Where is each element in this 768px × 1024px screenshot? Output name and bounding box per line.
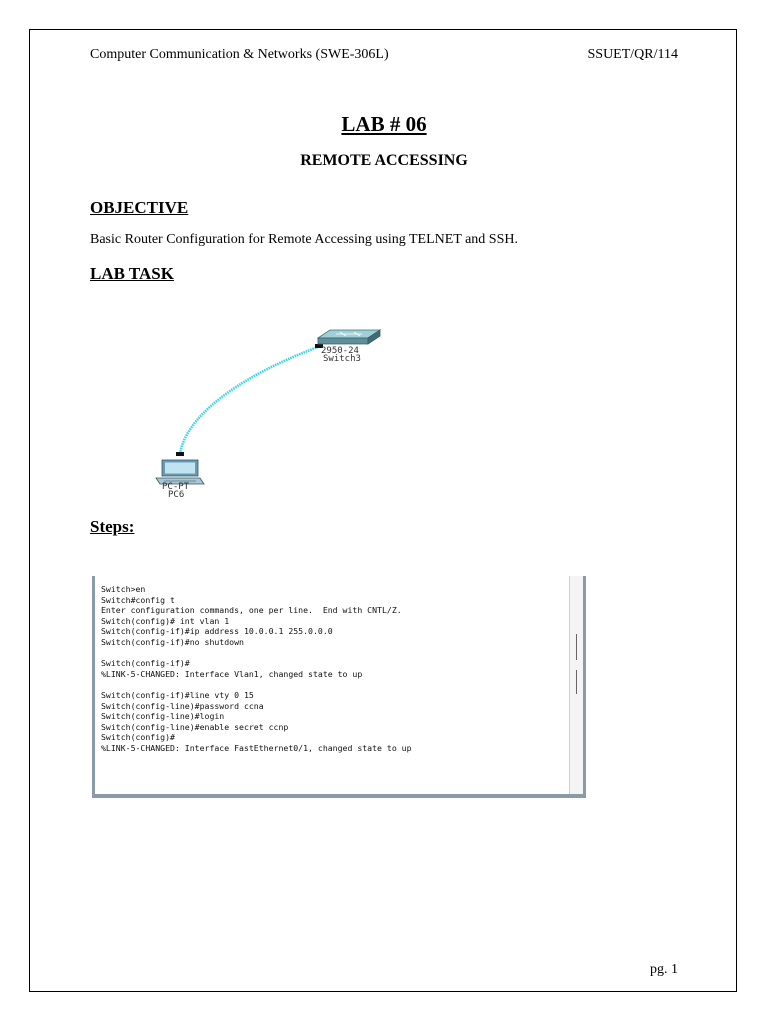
pc-icon (156, 460, 204, 484)
console-line: Switch(config-line)#login (101, 711, 225, 722)
header-course: Computer Communication & Networks (SWE-306L) (90, 47, 389, 62)
console-screenshot (92, 576, 586, 798)
console-scrollbar[interactable] (569, 576, 583, 794)
console-line: Switch#config t (101, 594, 175, 605)
console-line: Switch(config-line)#password ccna (101, 700, 264, 711)
console-line: Switch(config)# (101, 732, 175, 743)
pc-model-label: PC-PT (162, 482, 190, 492)
console-line: Switch(config-if)# (101, 658, 190, 669)
pc-name-label: PC6 (168, 490, 185, 500)
scroll-mark (576, 634, 577, 660)
header-code: SSUET/QR/114 (587, 47, 678, 62)
console-line: Switch(config-if)#line vty 0 15 (101, 689, 254, 700)
lab-task-heading: LAB TASK (90, 264, 174, 283)
switch-name-label: Switch3 (323, 354, 361, 364)
page-border (29, 29, 737, 992)
switch-icon (318, 330, 380, 344)
console-line: Switch(config)# int vlan 1 (101, 615, 230, 626)
network-topology (140, 320, 400, 510)
console-output (95, 576, 569, 794)
objective-text: Basic Router Configuration for Remote Accessing using TELNET and SSH. (90, 232, 518, 247)
console-line: %LINK-5-CHANGED: Interface Vlan1, changed state to up (101, 668, 363, 679)
console-line (101, 648, 569, 659)
console-line (101, 679, 569, 690)
switch-model-label: 2950-24 (321, 346, 359, 356)
scroll-mark (576, 670, 577, 694)
objective-heading: OBJECTIVE (90, 198, 189, 217)
lab-subtitle: REMOTE ACCESSING (300, 152, 468, 169)
pc-link-port (176, 452, 184, 456)
console-line: Switch(config-line)#enable secret ccnp (101, 721, 289, 732)
console-line: Switch(config-if)#no shutdown (101, 636, 244, 647)
console-line: Switch>en (101, 584, 146, 594)
console-line: %LINK-5-CHANGED: Interface FastEthernet0/1, changed state to up (101, 742, 412, 753)
console-line: Switch(config-if)#ip address 10.0.0.1 255.0.0.0 (101, 626, 333, 637)
network-link (180, 347, 318, 454)
console-line: Enter configuration commands, one per line. End with CNTL/Z. (101, 605, 402, 616)
lab-title: LAB # 06 (341, 112, 427, 136)
page-number: pg. 1 (650, 962, 678, 977)
steps-heading: Steps: (90, 517, 135, 536)
